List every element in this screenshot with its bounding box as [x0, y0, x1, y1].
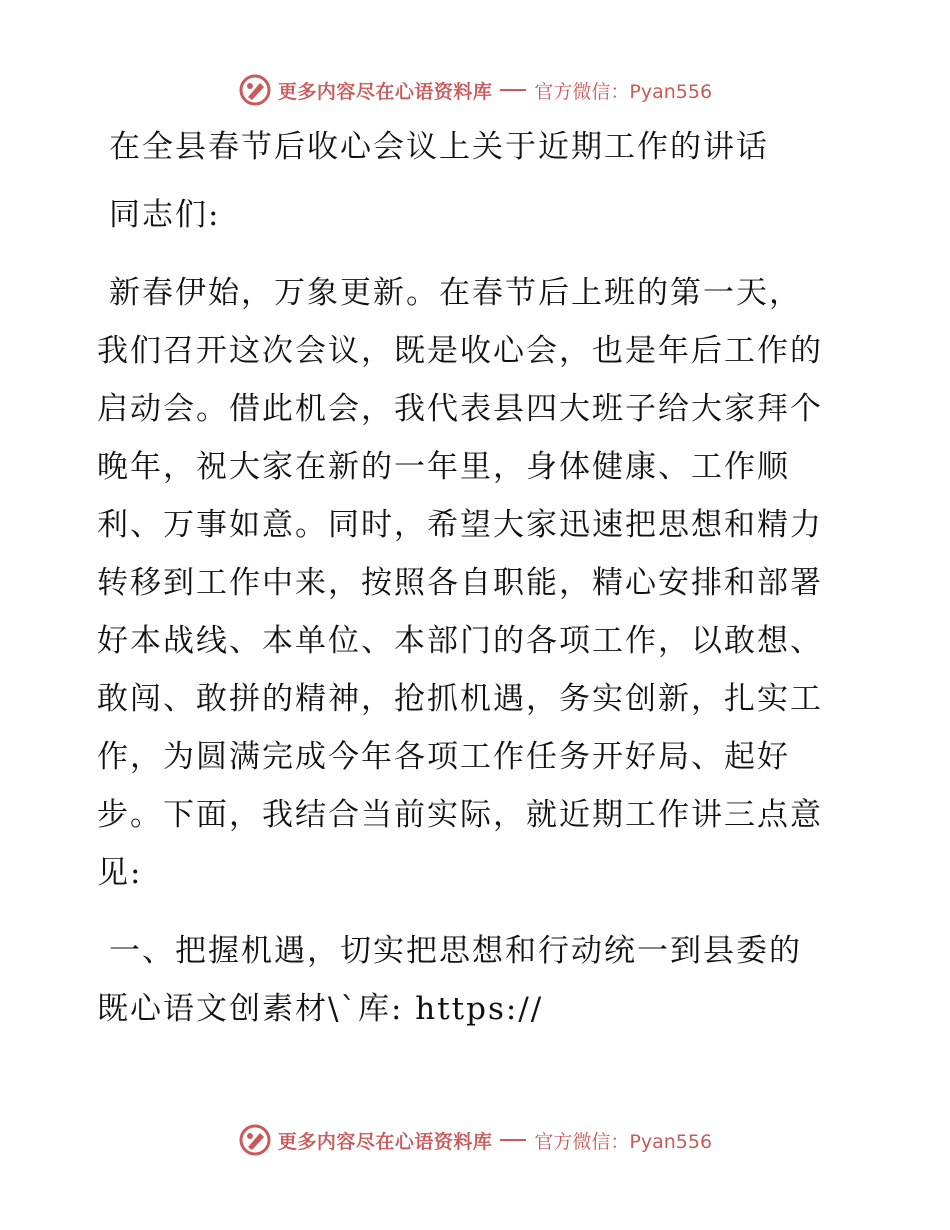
brand-logo-icon: [238, 1123, 272, 1157]
paragraph-line: 转移到工作中来，按照各自职能，精心安排和部署: [97, 565, 823, 601]
paragraph-line: 我们召开这次会议，既是收心会，也是年后工作的: [97, 333, 823, 369]
paragraph-line: 见:: [97, 855, 143, 891]
wechat-text: 官方微信：Pyan556: [534, 80, 713, 103]
footer-banner: [0, 1120, 950, 1160]
banner-divider: [500, 89, 526, 91]
paragraph-line: 启动会。借此机会，我代表县四大班子给大家拜个: [97, 391, 823, 427]
paragraph-2: [97, 922, 857, 1038]
section-heading-line: 一、把握机遇，切实把思想和行动统一到县委的: [109, 933, 802, 969]
paragraph-line: 步。下面，我结合当前实际，就近期工作讲三点意: [97, 797, 823, 833]
paragraph-line: 新春伊始，万象更新。在春节后上班的第一天，: [109, 275, 802, 311]
paragraph-1: [97, 264, 857, 902]
brand-text: 更多内容尽在心语资料库: [277, 80, 493, 103]
document-title: 在全县春节后收心会议上关于近期工作的讲话: [109, 129, 769, 165]
paragraph-line: 好本战线、本单位、本部门的各项工作，以敢想、: [97, 623, 823, 659]
paragraph-line: 作，为圆满完成今年各项工作任务开好局、起好: [97, 739, 790, 775]
paragraph-line: 利、万事如意。同时，希望大家迅速把思想和精力: [97, 507, 823, 543]
paragraph-line: 既心语文创素材\`库: https://: [97, 991, 544, 1027]
salutation: 同志们:: [109, 197, 221, 233]
paragraph-line: 敢闯、敢拼的精神，抢抓机遇，务实创新，扎实工: [97, 681, 823, 717]
brand-logo-icon: [238, 73, 272, 107]
document-body: [97, 118, 857, 1038]
paragraph-line: 晚年，祝大家在新的一年里，身体健康、工作顺: [97, 449, 790, 485]
wechat-text: 官方微信：Pyan556: [534, 1130, 713, 1153]
brand-text: 更多内容尽在心语资料库: [277, 1130, 493, 1153]
banner-divider: [500, 1139, 526, 1141]
header-banner: [0, 70, 950, 110]
